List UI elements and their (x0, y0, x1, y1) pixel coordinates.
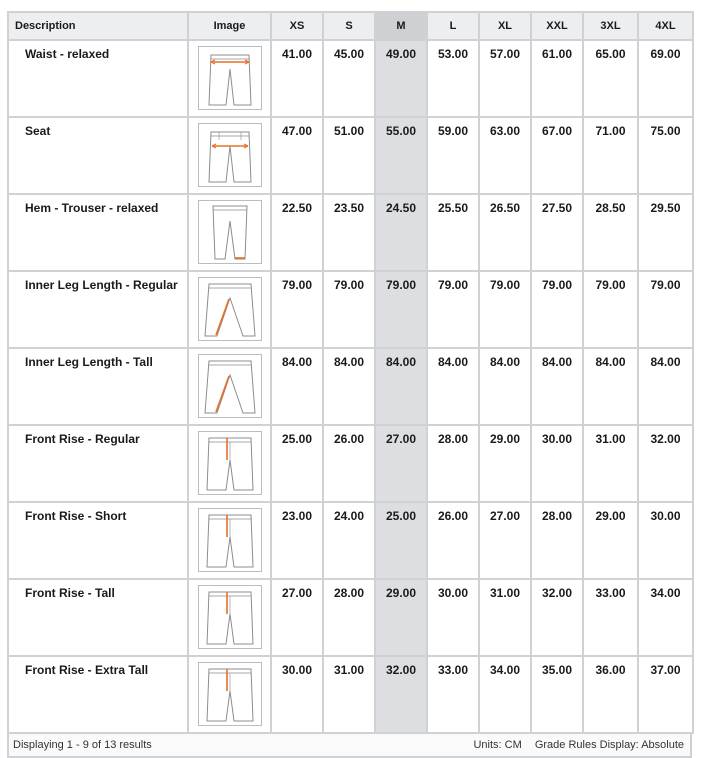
size-value-cell: 61.00 (531, 40, 583, 117)
trouser-hem-diagram-icon[interactable] (198, 200, 262, 264)
size-value-cell: 28.50 (583, 194, 638, 271)
measurement-image-cell (188, 117, 271, 194)
size-value-cell: 33.00 (583, 579, 638, 656)
measurement-image-cell (188, 579, 271, 656)
table-row[interactable] (8, 579, 693, 656)
size-value-cell: 23.00 (271, 502, 323, 579)
size-value-cell: 49.00 (375, 40, 427, 117)
measurement-description: Inner Leg Length - Regular (8, 271, 188, 348)
column-header-size[interactable]: 4XL (638, 12, 693, 40)
column-header-size[interactable]: XS (271, 12, 323, 40)
trouser-inner-leg-diagram-icon[interactable] (198, 277, 262, 341)
table-row[interactable] (8, 271, 693, 348)
size-value-cell: 26.00 (323, 425, 375, 502)
size-value-cell: 63.00 (479, 117, 531, 194)
measurement-description: Inner Leg Length - Tall (8, 348, 188, 425)
size-value-cell: 35.00 (531, 656, 583, 733)
size-value-cell: 84.00 (271, 348, 323, 425)
size-value-cell: 27.00 (271, 579, 323, 656)
trouser-front-rise-diagram-icon[interactable] (198, 508, 262, 572)
column-header-size[interactable]: M (375, 12, 427, 40)
size-value-cell: 25.00 (375, 502, 427, 579)
column-header-image: Image (188, 12, 271, 40)
measurement-image-cell (188, 194, 271, 271)
measurement-image-cell (188, 656, 271, 733)
units-label: Units: CM (473, 739, 522, 751)
size-value-cell: 28.00 (427, 425, 479, 502)
size-value-cell: 31.00 (479, 579, 531, 656)
size-value-cell: 24.50 (375, 194, 427, 271)
measurement-image-cell (188, 502, 271, 579)
size-value-cell: 75.00 (638, 117, 693, 194)
table-header-row (8, 12, 693, 40)
trouser-waist-diagram-icon[interactable] (198, 46, 262, 110)
trouser-front-rise-diagram-icon[interactable] (198, 662, 262, 726)
table-row[interactable] (8, 502, 693, 579)
measurement-description: Waist - relaxed (8, 40, 188, 117)
column-header-size[interactable]: L (427, 12, 479, 40)
size-value-cell: 47.00 (271, 117, 323, 194)
column-header-size[interactable]: XXL (531, 12, 583, 40)
size-chart (7, 11, 692, 758)
size-value-cell: 29.00 (583, 502, 638, 579)
size-value-cell: 32.00 (638, 425, 693, 502)
table-footer (7, 734, 692, 758)
measurement-image-cell (188, 425, 271, 502)
size-value-cell: 84.00 (638, 348, 693, 425)
measurement-description: Front Rise - Short (8, 502, 188, 579)
size-value-cell: 41.00 (271, 40, 323, 117)
size-value-cell: 59.00 (427, 117, 479, 194)
size-value-cell: 84.00 (531, 348, 583, 425)
size-value-cell: 79.00 (375, 271, 427, 348)
size-value-cell: 34.00 (638, 579, 693, 656)
size-value-cell: 57.00 (479, 40, 531, 117)
column-header-size[interactable]: XL (479, 12, 531, 40)
size-value-cell: 79.00 (479, 271, 531, 348)
column-header-size[interactable]: S (323, 12, 375, 40)
size-value-cell: 24.00 (323, 502, 375, 579)
size-value-cell: 28.00 (531, 502, 583, 579)
size-value-cell: 29.00 (375, 579, 427, 656)
size-value-cell: 79.00 (427, 271, 479, 348)
size-value-cell: 34.00 (479, 656, 531, 733)
size-value-cell: 31.00 (583, 425, 638, 502)
size-value-cell: 26.00 (427, 502, 479, 579)
size-value-cell: 84.00 (583, 348, 638, 425)
size-value-cell: 79.00 (583, 271, 638, 348)
table-row[interactable] (8, 117, 693, 194)
size-value-cell: 51.00 (323, 117, 375, 194)
size-value-cell: 25.00 (271, 425, 323, 502)
trouser-inner-leg-diagram-icon[interactable] (198, 354, 262, 418)
size-value-cell: 30.00 (531, 425, 583, 502)
measurement-table (7, 11, 694, 734)
size-value-cell: 22.50 (271, 194, 323, 271)
size-value-cell: 71.00 (583, 117, 638, 194)
size-value-cell: 65.00 (583, 40, 638, 117)
size-value-cell: 28.00 (323, 579, 375, 656)
results-count: Displaying 1 - 9 of 13 results (13, 739, 152, 751)
measurement-description: Front Rise - Tall (8, 579, 188, 656)
table-row[interactable] (8, 425, 693, 502)
size-value-cell: 53.00 (427, 40, 479, 117)
measurement-description: Seat (8, 117, 188, 194)
size-value-cell: 79.00 (323, 271, 375, 348)
size-value-cell: 30.00 (427, 579, 479, 656)
size-value-cell: 37.00 (638, 656, 693, 733)
size-value-cell: 33.00 (427, 656, 479, 733)
column-header-description[interactable]: Description (8, 12, 188, 40)
size-value-cell: 67.00 (531, 117, 583, 194)
table-row[interactable] (8, 348, 693, 425)
size-value-cell: 69.00 (638, 40, 693, 117)
measurement-description: Hem - Trouser - relaxed (8, 194, 188, 271)
trouser-seat-diagram-icon[interactable] (198, 123, 262, 187)
size-value-cell: 27.00 (375, 425, 427, 502)
trouser-front-rise-diagram-icon[interactable] (198, 585, 262, 649)
size-value-cell: 79.00 (271, 271, 323, 348)
table-row[interactable] (8, 40, 693, 117)
size-value-cell: 84.00 (323, 348, 375, 425)
trouser-front-rise-diagram-icon[interactable] (198, 431, 262, 495)
size-value-cell: 30.00 (271, 656, 323, 733)
table-row[interactable] (8, 656, 693, 733)
size-value-cell: 79.00 (531, 271, 583, 348)
size-value-cell: 79.00 (638, 271, 693, 348)
size-value-cell: 31.00 (323, 656, 375, 733)
table-row[interactable] (8, 194, 693, 271)
measurement-image-cell (188, 271, 271, 348)
size-value-cell: 84.00 (375, 348, 427, 425)
size-value-cell: 55.00 (375, 117, 427, 194)
size-value-cell: 26.50 (479, 194, 531, 271)
measurement-description: Front Rise - Regular (8, 425, 188, 502)
size-value-cell: 23.50 (323, 194, 375, 271)
size-value-cell: 36.00 (583, 656, 638, 733)
measurement-description: Front Rise - Extra Tall (8, 656, 188, 733)
size-value-cell: 84.00 (479, 348, 531, 425)
size-value-cell: 27.00 (479, 502, 531, 579)
size-value-cell: 32.00 (531, 579, 583, 656)
size-value-cell: 29.00 (479, 425, 531, 502)
measurement-image-cell (188, 40, 271, 117)
measurement-image-cell (188, 348, 271, 425)
size-value-cell: 30.00 (638, 502, 693, 579)
size-value-cell: 45.00 (323, 40, 375, 117)
size-value-cell: 84.00 (427, 348, 479, 425)
column-header-size[interactable]: 3XL (583, 12, 638, 40)
grade-rules-label: Grade Rules Display: Absolute (534, 739, 684, 751)
size-value-cell: 32.00 (375, 656, 427, 733)
size-value-cell: 25.50 (427, 194, 479, 271)
size-value-cell: 27.50 (531, 194, 583, 271)
size-value-cell: 29.50 (638, 194, 693, 271)
